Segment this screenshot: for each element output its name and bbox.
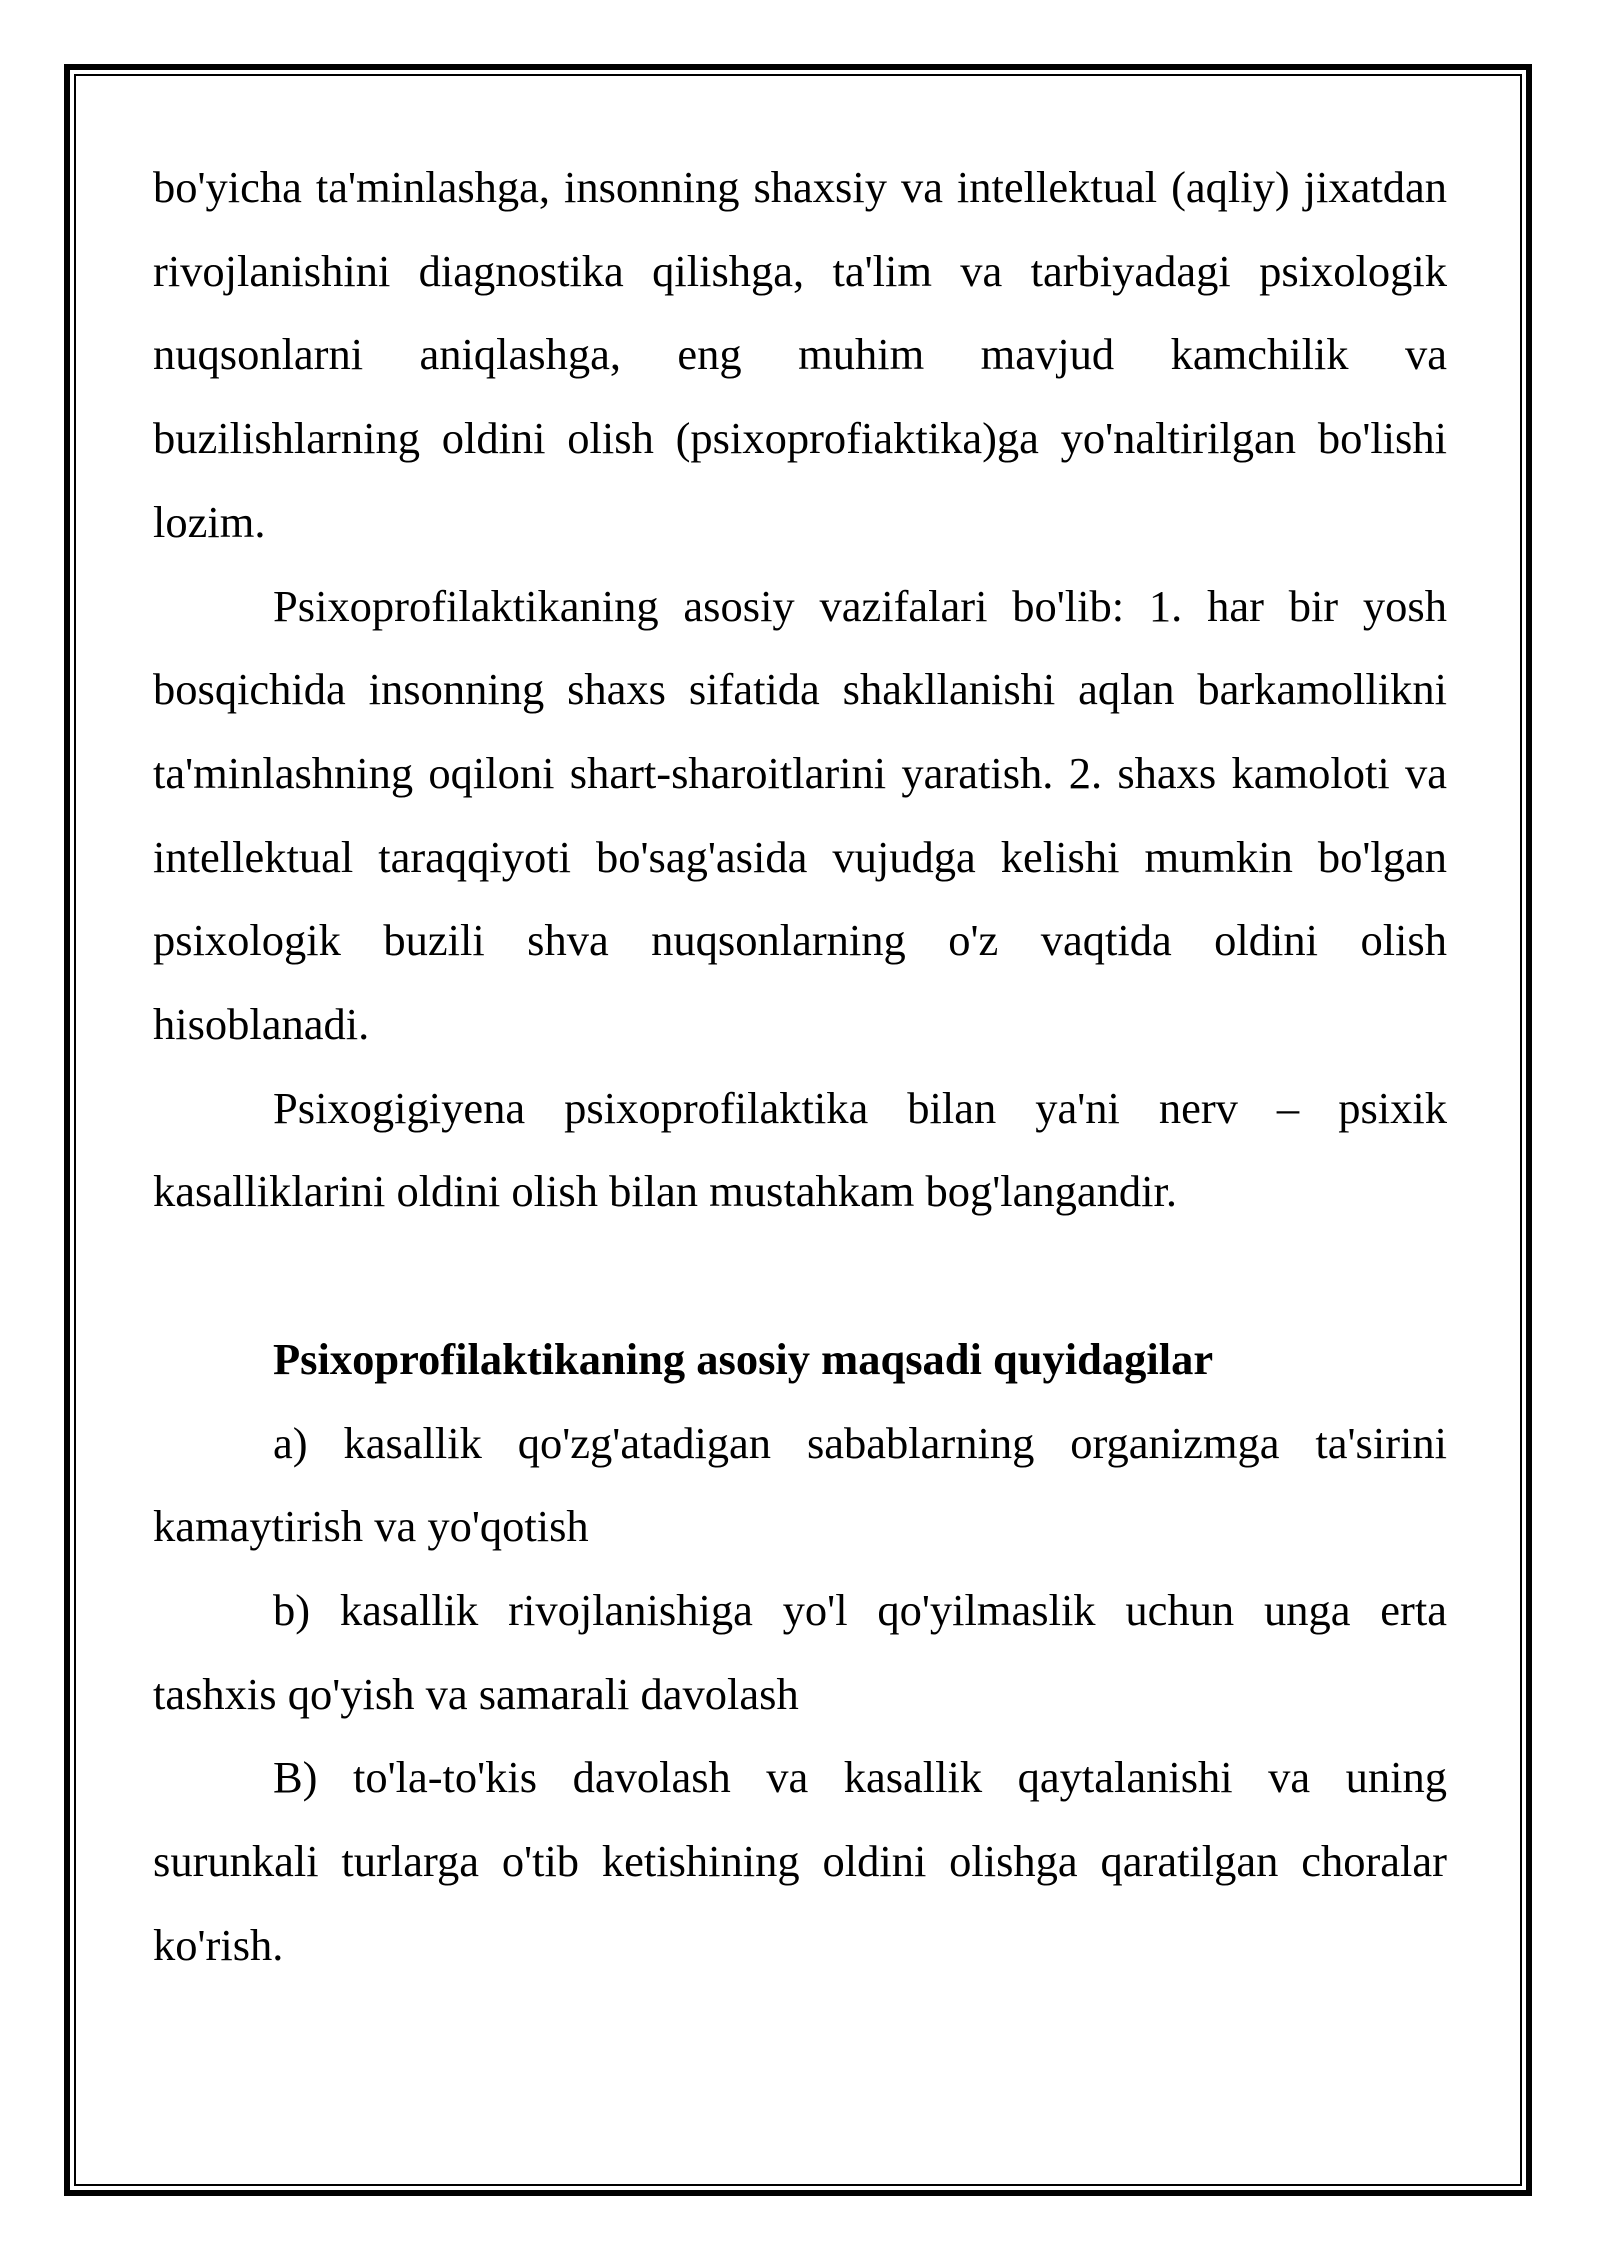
list-item-c: B) to'la-to'kis davolash va kasallik qaytalanishi va uning surunkali turlarga o'tib ketishining oldini olishga qaratilgan choralar ko'rish. bbox=[153, 1752, 1447, 1970]
paragraph-psychohygiene: Psixogigiyena psixoprofilaktika bilan ya'ni nerv – psixik kasalliklarini oldini olish bilan mustahkam bog'langandir. bbox=[153, 1082, 1447, 1217]
section-heading: Psixoprofilaktikaning asosiy maqsadi quyidagilar bbox=[273, 1333, 1214, 1384]
list-item-b: b) kasallik rivojlanishiga yo'l qo'yilmaslik uchun unga erta tashxis qo'yish va samarali davolash bbox=[153, 1584, 1447, 1719]
paragraph-tasks: Psixoprofilaktikaning asosiy vazifalari bo'lib: 1. har bir yosh bosqichida insonning shaxs sifatida shakllanishi aqlan barkamollikni ta'minlashning oqiloni shart-sharoitlarini yaratish. 2. shaxs kamoloti va intellektual taraqqiyoti bo'sag'asida vujudga kelishi mumkin bo'lgan psixologik buzili shva nuqsonlarning o'z vaqtida oldini olish hisoblanadi. bbox=[153, 580, 1447, 1050]
list-item-a: a) kasallik qo'zg'atadigan sabablarning organizmga ta'sirini kamaytirish va yo'qotish bbox=[153, 1417, 1447, 1552]
document-body bbox=[153, 146, 1447, 1987]
blank-line bbox=[153, 1234, 1447, 1318]
paragraph-continuation: bo'yicha ta'minlashga, insonning shaxsiy va intellektual (aqliy) jixatdan rivojlanishini diagnostika qilishga, ta'lim va tarbiyadagi psixologik nuqsonlarni aniqlashga, eng muhim mavjud kamchilik va buzilishlarning oldini olish (psixoprofiaktika)ga yo'naltirilgan bo'lishi lozim. bbox=[153, 162, 1447, 547]
